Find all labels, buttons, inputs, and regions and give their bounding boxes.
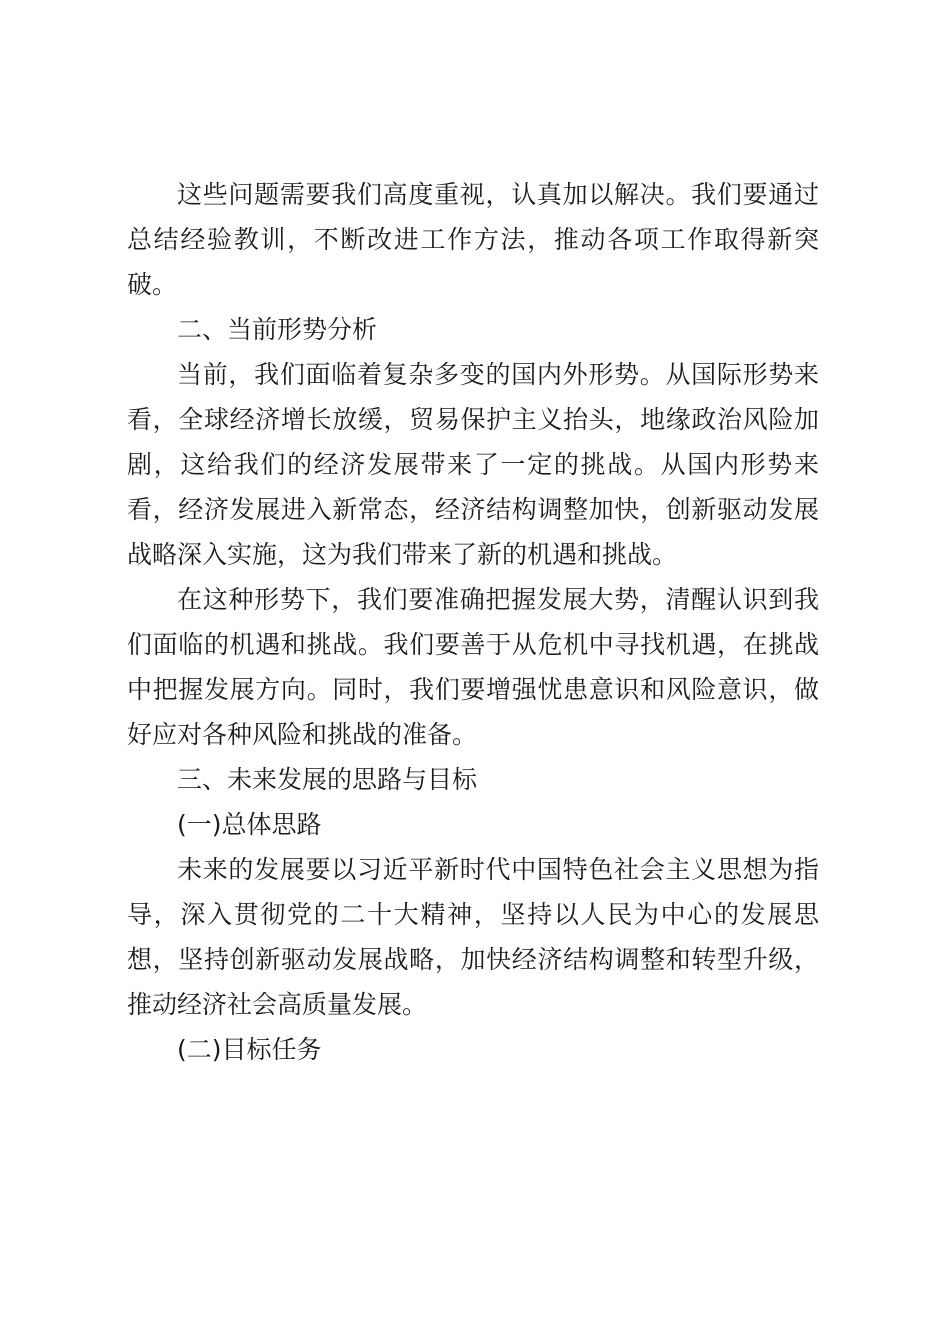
paragraph-overall-approach: 未来的发展要以习近平新时代中国特色社会主义思想为指导，深入贯彻党的二十大精神，坚持以人民为中心的发展思想，坚持创新驱动发展战略，加快经济结构调整和转型升级，推动经济社会高质量发展。 — [127, 855, 819, 1019]
section-heading-current-situation: 二、当前形势分析 — [177, 315, 378, 344]
paragraph-situation-overview: 当前，我们面临着复杂多变的国内外形势。从国际形势来看，全球经济增长放缓，贸易保护主义抬头，地缘政治风险加剧，这给我们的经济发展带来了一定的挑战。从国内形势来看，经济发展进入新常态，经济结构调整加快，创新驱动发展战略深入实施，这为我们带来了新的机遇和挑战。 — [127, 360, 819, 569]
subsection-heading-overall-approach: (一)总体思路 — [177, 810, 322, 839]
paragraph-opportunities-challenges: 在这种形势下，我们要准确把握发展大势，清醒认识到我们面临的机遇和挑战。我们要善于从危机中寻找机遇，在挑战中把握发展方向。同时，我们要增强忧患意识和风险意识，做好应对各种风险和挑战的准备。 — [127, 585, 819, 749]
section-heading-future-development: 三、未来发展的思路与目标 — [177, 765, 478, 794]
paragraph-problems-resolution: 这些问题需要我们高度重视，认真加以解决。我们要通过总结经验教训，不断改进工作方法，推动各项工作取得新突破。 — [127, 180, 819, 299]
subsection-heading-goals-tasks: (二)目标任务 — [177, 1035, 322, 1064]
document-body — [127, 172, 819, 1072]
